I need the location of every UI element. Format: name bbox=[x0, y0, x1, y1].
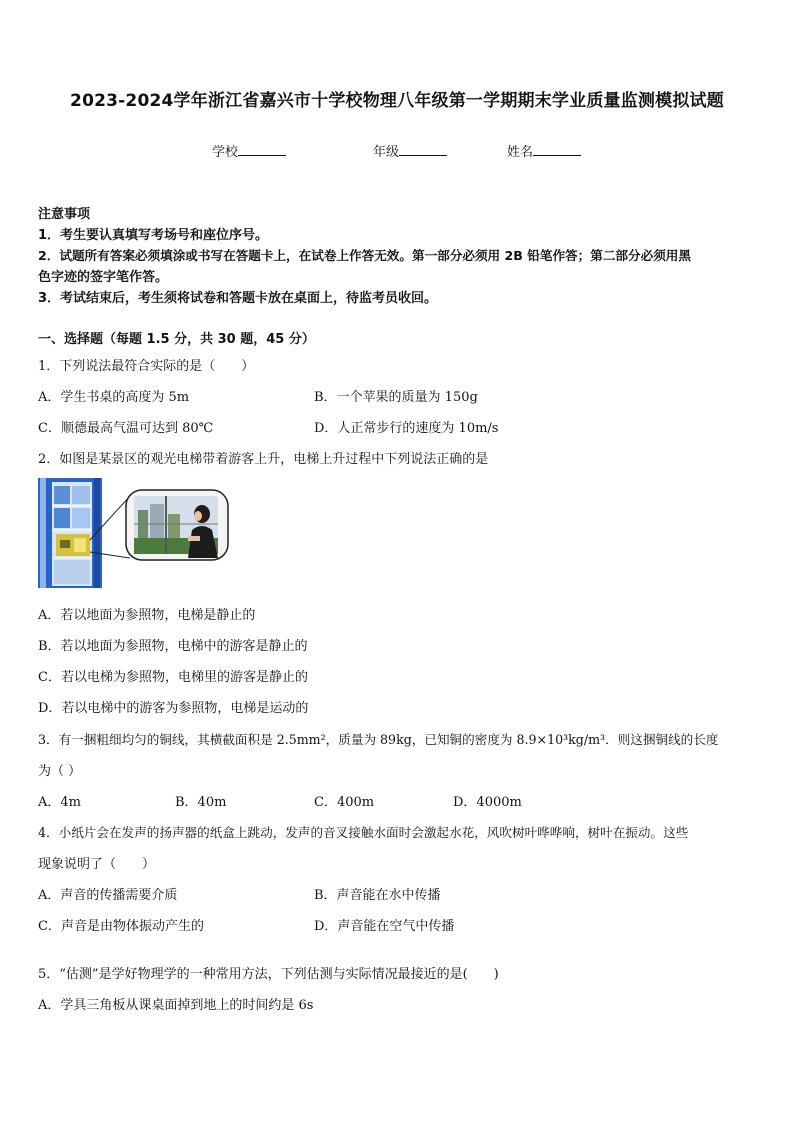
notice-item-3: 3．考试结束后，考生须将试卷和答题卡放在桌面上，待监考员收回。 bbox=[38, 291, 438, 306]
q2-stem: 2．如图是某景区的观光电梯带着游客上升，电梯上升过程中下列说法正确的是 bbox=[38, 452, 489, 467]
grade-field bbox=[373, 141, 447, 160]
q4-option-b: B．声音能在水中传播 bbox=[314, 888, 441, 903]
q4-stem-cont: 现象说明了（ ） bbox=[38, 857, 156, 872]
name-blank bbox=[533, 143, 581, 156]
school-label: 学校 bbox=[212, 145, 239, 160]
q3-option-d: D．4000m bbox=[453, 795, 522, 810]
q3-stem-cont: 为（ ） bbox=[38, 764, 82, 779]
q4-stem: 4．小纸片会在发声的扬声器的纸盒上跳动，发声的音叉接触水面时会激起水花，风吹树叶哗哗响，树叶在振动。这些 bbox=[38, 825, 689, 840]
name-field bbox=[507, 141, 581, 160]
q1-stem: 1．下列说法最符合实际的是（ ） bbox=[38, 359, 255, 374]
q1-option-d: D．人正常步行的速度为 10m/s bbox=[314, 421, 499, 436]
q2-option-a: A．若以地面为参照物，电梯是静止的 bbox=[38, 608, 256, 623]
elevator-illustration bbox=[38, 478, 230, 588]
magnified-view bbox=[126, 490, 228, 560]
q4-option-a: A．声音的传播需要介质 bbox=[38, 888, 178, 903]
q2-option-c: C．若以电梯为参照物，电梯里的游客是静止的 bbox=[38, 670, 308, 685]
q1-option-b: B．一个苹果的质量为 150g bbox=[314, 390, 478, 405]
exam-title: 2023-2024学年浙江省嘉兴市十学校物理八年级第一学期期末学业质量监测模拟试题 bbox=[70, 91, 724, 111]
notice-item-1: 1．考生要认真填写考场号和座位序号。 bbox=[38, 228, 269, 243]
student-info-row bbox=[0, 141, 794, 161]
q3-option-c: C．400m bbox=[314, 795, 375, 810]
q2-option-d: D．若以电梯中的游客为参照物，电梯是运动的 bbox=[38, 701, 309, 716]
q4-option-c: C．声音是由物体振动产生的 bbox=[38, 919, 204, 934]
section-heading: 一、选择题（每题 1.5 分，共 30 题，45 分） bbox=[38, 332, 315, 347]
name-label: 姓名 bbox=[507, 145, 534, 160]
elevator-figure bbox=[38, 478, 230, 588]
notice-item-2: 2．试题所有答案必须填涂或书写在答题卡上，在试卷上作答无效。第一部分必须用 2B 铅笔作答；第二部分必须用黑 bbox=[38, 248, 691, 263]
notice-item-2-cont: 色字迹的签字笔作答。 bbox=[38, 270, 169, 285]
grade-blank bbox=[399, 143, 447, 156]
school-blank bbox=[238, 143, 286, 156]
q5-stem: 5．“估测”是学好物理学的一种常用方法，下列估测与实际情况最接近的是( ) bbox=[38, 967, 499, 982]
grade-label: 年级 bbox=[373, 145, 400, 160]
q2-option-b: B．若以地面为参照物，电梯中的游客是静止的 bbox=[38, 639, 308, 654]
q1-option-a: A．学生书桌的高度为 5m bbox=[38, 390, 190, 405]
school-field bbox=[212, 141, 286, 160]
q1-option-c: C．顺德最高气温可达到 80℃ bbox=[38, 421, 214, 436]
notice-heading: 注意事项 bbox=[38, 207, 91, 222]
q3-stem: 3．有一捆粗细均匀的铜线，其横截面积是 2.5mm²，质量为 89kg，已知铜的密度为 8.9×10³kg/m³．则这捆铜线的长度 bbox=[38, 732, 719, 747]
q3-option-a: A．4m bbox=[38, 795, 81, 810]
q5-option-a: A．学具三角板从课桌面掉到地上的时间约是 6s bbox=[38, 998, 314, 1013]
q4-option-d: D．声音能在空气中传播 bbox=[314, 919, 455, 934]
q3-option-b: B．40m bbox=[175, 795, 227, 810]
